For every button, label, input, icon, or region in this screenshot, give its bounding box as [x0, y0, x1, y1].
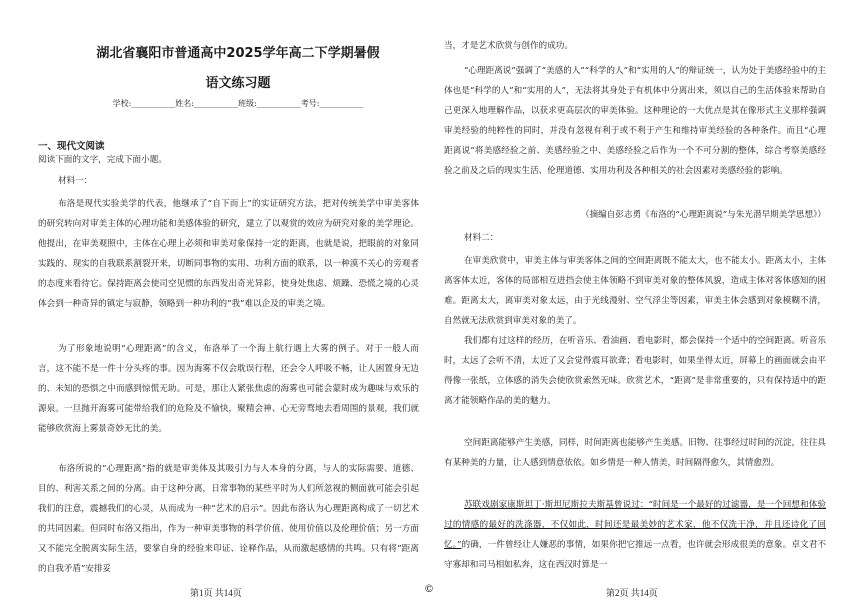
instruction-text: 阅读下面的文字，完成下面小题。: [38, 155, 167, 165]
material1-paragraph-1: 布洛是现代实验美学的代表，他继承了“自下而上”的实证研究方法，把对传统美学中审美客体的研究转向对审美主体的心理功能和美感体验的研究，建立了以观赏的效应为研究对象的美学理论。他提出，在审美观照中，主体在心理上必须和审美对象保持一定的距离，也就是说，把眼前的对象同实践的、现实的自我联系割裂开来，切断同事物的实用、功利方面的联系，以一种漠不关心的旁观者的态度来看待它。保持距离会使司空见惯的东西发出奇光异彩，使身处焦虑、烦躁、恐慌之境的心灵体会到一种奇异的镇定与寂静，领略到一种功利的“我”难以企及的审美之境。: [38, 199, 419, 309]
material2-paragraph-3: 空间距离能够产生美感，同样，时间距离也能够产生美感。旧物、往事经过时间的沉淀，往往具有某种美的力量，让人感到情意依依。如乡情是一种人情美，时间隔得愈久，其情愈烈。: [444, 438, 826, 468]
material2-paragraph-4: [444, 495, 826, 575]
material1-paragraph-4: “心理距离说”强调了“美感的人”“科学的人”和“实用的人”的辩证统一，认为处于美感经验中的主体也是“科学的人”和“实用的人”，无法将其身处于有机体中分离出来，须以自己的生活体验来帮助自己更深入地理解作品，以获求更高层次的审美体验。这种理论的一大优点是其在像形式主义那样强调审美经验的纯粹性的同时，并没有忽视有利于或不利于产生和维持审美经验的各种条件。而且“心理距离说”将美感经验之前、美感经验之中、美感经验之后作为一个不可分割的整体，综合考察美感经验之前及之后的现实生活、伦理道德、实用功利及各种相关的社会因素对美感经验的影响。: [444, 66, 826, 176]
student-info-fields: 学校:___________姓名:___________班级:___________考号:___________: [112, 99, 364, 108]
page-number-left: 第1页 共14页: [190, 588, 242, 598]
quoted-passage: 苏联戏剧家康斯坦丁·斯坦尼斯拉夫斯基曾说过：“时间是一个最好的过滤器，是一个回想和体验过的情感的最好的洗涤器，不仅如此，时间还是最美妙的艺术家，他不仅洗干净，并且还诗化了回忆。”: [444, 500, 826, 550]
page-number-right: 第2页 共14页: [606, 588, 658, 598]
copyright-symbol: ©: [424, 584, 434, 595]
right-continuation: 当，才是艺术欣赏与创作的成功。: [444, 41, 573, 51]
document-title: 湖北省襄阳市普通高中2025学年高二下学期暑假: [96, 46, 380, 61]
source-citation: （摘编自彭志勇《布洛的“心理距离说”与朱光潜早期美学思想》）: [580, 210, 826, 220]
document-subtitle: 语文练习题: [205, 76, 271, 91]
material1-paragraph-2: 为了形象地说明“心理距离”的含义，布洛举了一个海上航行遇上大雾的例子。对于一般人而言，这不能不是一件十分头疼的事。因为海雾不仅会耽误行程，还会令人呼吸不畅，让人困置身无边的、未知的恐惧之中而感到惊慌无助。可是，那让人紧张焦虑的海雾也可能会蒙时成为趣味与欢乐的源泉。一旦抛开海雾可能带给我们的危险及不愉快，聚精会神、心无旁骛地去看周围的景观，我们就能够欣赏海上雾景奇妙无比的美。: [38, 344, 419, 434]
paragraph-continuation: 的确，一件曾经让人嫌恶的事情，如果你把它推远一点看，也许就会形成很美的意象。卓文君不守寡却和司马相如私奔，这在西汉时算是一: [444, 540, 826, 570]
material2-paragraph-1: 在审美欣赏中，审美主体与审美客体之间的空间距离既不能太大，也不能太小。距离太小，主体离客体太近，客体的局部相互进挡会使主体领略不到审美对象的整体风貌，造成主体对客体感知的困难。距离太大，离审美对象太远，由于光线漫射、空气浮尘等因素，审美主体会感到对象模糊不清，自然就无法欣赏到审美对象的美了。: [444, 256, 826, 326]
material1-paragraph-3: 布洛所说的“心理距离”指的就是审美体及其吸引力与人本身的分离，与人的实际需要、道德、目的、利害关系之间的分离。由于这种分离，日常事物的某些平时为人们所忽视的侧面就可能会引起我们的注意，震撼我们的心灵，从而成为一种“艺术的启示”。因此布洛认为心理距离构成了一切艺术的共同因素。但同时布洛又指出，作为一种审美事物的科学价值、使用价值以及伦理价值；另一方面又不能完全脱离实际生活，要掌自身的经验来印证、诠释作品，从而激起感情的共鸣。只有将“距离的自我矛盾”安排妥: [38, 464, 419, 574]
material2-label: 材料二：: [464, 233, 499, 243]
material2-paragraph-2: 我们都有过这样的经历，在听音乐、看油画、看电影时，都会保持一个适中的空间距离。听音乐时，太远了会听不清，太近了又会觉得震耳欲聋；看电影时，如果坐得太近，屏幕上的画面就会由平得像一张纸，立体感的消失会使欣赏索然无味。欣赏艺术，“距离”是非常重要的，只有保持适中的距离才能领略作品的美的魅力。: [444, 336, 826, 406]
section-heading: 一、现代文阅读: [38, 141, 105, 152]
material1-label: 材料一：: [58, 176, 93, 186]
